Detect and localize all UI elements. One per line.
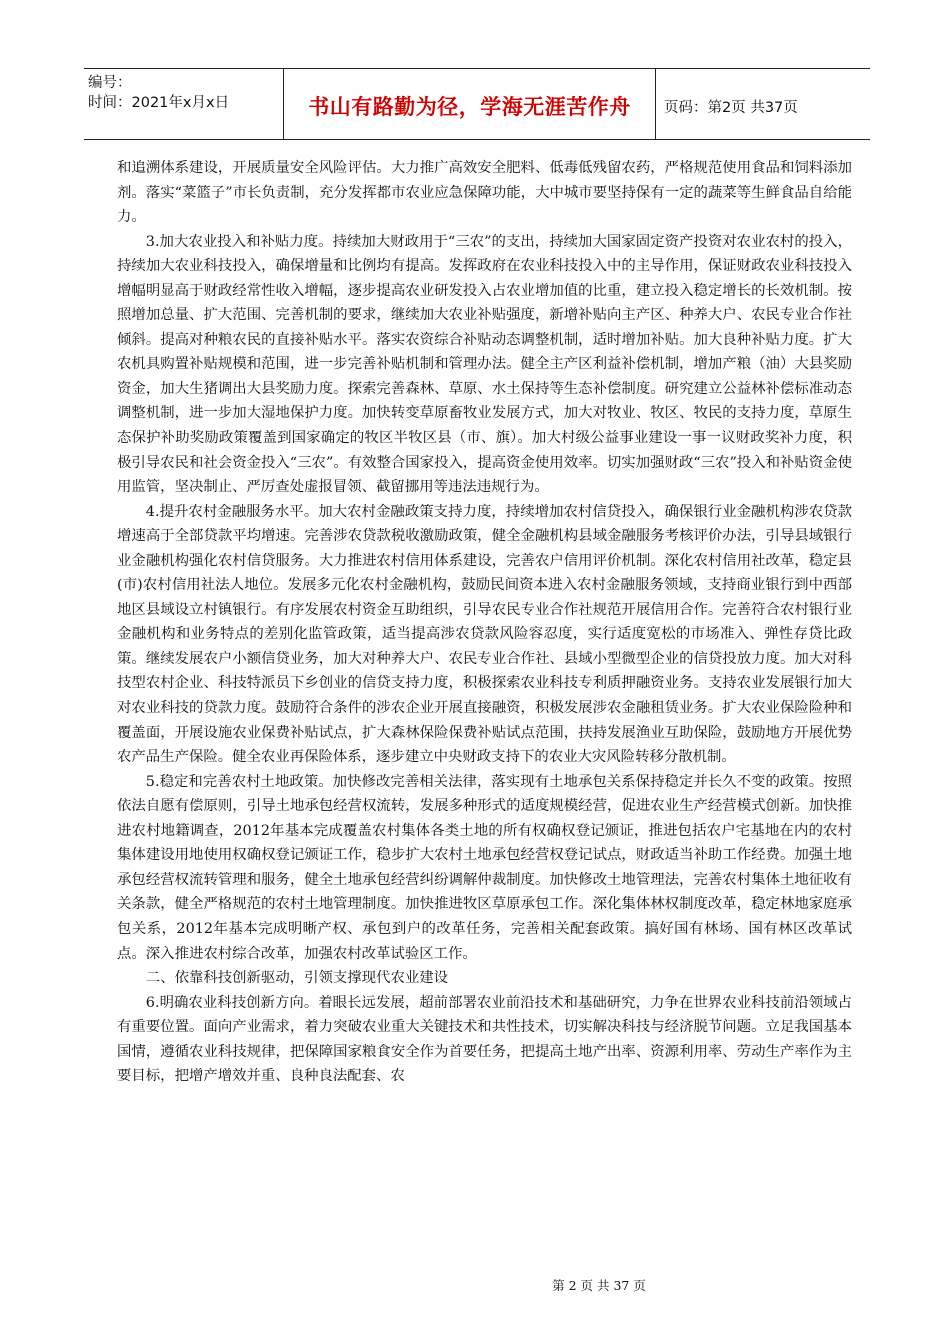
- page-header: [84, 68, 870, 140]
- page-footer: 第 2 页 共 37 页: [552, 1278, 646, 1293]
- header-page-info: 页码：第2页 共37页: [664, 99, 798, 116]
- paragraph: 6.明确农业科技创新方向。着眼长远发展，超前部署农业前沿技术和基础研究，力争在世界农业科技前沿领域占有重要位置。面向产业需求，着力突破农业重大关键技术和共性技术，切实解决科技与经济脱节问题。立足我国基本国情，遵循农业科技规律，把保障国家粮食安全作为首要任务，把提高土地产出率、资源利用率、劳动生产率作为主要目标，把增产增效并重、良种良法配套、农: [117, 994, 852, 1085]
- header-meta: [84, 69, 284, 139]
- document-body: [117, 156, 852, 1089]
- document-number: 编号：: [88, 75, 132, 91]
- paragraph: 和追溯体系建设，开展质量安全风险评估。大力推广高效安全肥料、低毒低残留农药，严格规范使用食品和饲料添加剂。落实“菜篮子”市长负责制，充分发挥都市农业应急保障功能，大中城市要坚持保有一定的蔬菜等生鲜食品自给能力。: [117, 160, 852, 226]
- document-time: 时间：2021年x月x日: [88, 95, 230, 111]
- header-motto-cell: [284, 69, 656, 139]
- paragraph: 5.稳定和完善农村土地政策。加快修改完善相关法律，落实现有土地承包关系保持稳定并长久不变的政策。按照依法自愿有偿原则，引导土地承包经营权流转，发展多种形式的适度规模经营，促进农业生产经营模式创新。加快推进农村地籍调查，2012年基本完成覆盖农村集体各类土地的所有权确权登记颁证，推进包括农户宅基地在内的农村集体建设用地使用权确权登记颁证工作，稳步扩大农村土地承包经营权登记试点，财政适当补助工作经费。加强土地承包经营权流转管理和服务，健全土地承包经营纠纷调解仲裁制度。加快修改土地管理法，完善农村集体土地征收有关条款，健全严格规范的农村土地管理制度。加快推进牧区草原承包工作。深化集体林权制度改革，稳定林地家庭承包关系，2012年基本完成明晰产权、承包到户的改革任务，完善相关配套政策。搞好国有林场、国有林区改革试点。深入推进农村综合改革，加强农村改革试验区工作。: [117, 773, 852, 962]
- section-heading: 二、依靠科技创新驱动，引领支撑现代农业建设: [145, 970, 449, 987]
- paragraph: 3.加大农业投入和补贴力度。持续加大财政用于“三农”的支出，持续加大国家固定资产投资对农业农村的投入，持续加大农业科技投入，确保增量和比例均有提高。发挥政府在农业科技投入中的主导作用，保证财政农业科技投入增幅明显高于财政经常性收入增幅，逐步提高农业研发投入占农业增加值的比重，建立投入稳定增长的长效机制。按照增加总量、扩大范围、完善机制的要求，继续加大农业补贴强度，新增补贴向主产区、种养大户、农民专业合作社倾斜。提高对种粮农民的直接补贴水平。落实农资综合补贴动态调整机制，适时增加补贴。加大良种补贴力度。扩大农机具购置补贴规模和范围，进一步完善补贴机制和管理办法。健全主产区利益补偿机制，增加产粮（油）大县奖励资金，加大生猪调出大县奖励力度。探索完善森林、草原、水土保持等生态补偿制度。研究建立公益林补偿标准动态调整机制，进一步加大湿地保护力度。加快转变草原畜牧业发展方式，加大对牧业、牧区、牧民的支持力度，草原生态保护补助奖励政策覆盖到国家确定的牧区半牧区县（市、旗）。加大村级公益事业建设一事一议财政奖补力度，积极引导农民和社会资金投入“三农”。有效整合国家投入，提高资金使用效率。切实加强财政“三农”投入和补贴资金使用监管，坚决制止、严厉查处虚报冒领、截留挪用等违法违规行为。: [117, 233, 852, 496]
- header-motto: 书山有路勤为径，学海无涯苦作舟: [308, 95, 631, 119]
- paragraph: 4.提升农村金融服务水平。加大农村金融政策支持力度，持续增加农村信贷投入，确保银行业金融机构涉农贷款增速高于全部贷款平均增速。完善涉农贷款税收激励政策，健全金融机构县域金融服务考核评价办法，引导县域银行业金融机构强化农村信贷服务。大力推进农村信用体系建设，完善农户信用评价机制。深化农村信用社改革，稳定县(市)农村信用社法人地位。发展多元化农村金融机构，鼓励民间资本进入农村金融服务领域，支持商业银行到中西部地区县域设立村镇银行。有序发展农村资金互助组织，引导农民专业合作社规范开展信用合作。完善符合农村银行业金融机构和业务特点的差别化监管政策，适当提高涉农贷款风险容忍度，实行适度宽松的市场准入、弹性存贷比政策。继续发展农户小额信贷业务，加大对种养大户、农民专业合作社、县域小型微型企业的信贷投放力度。加大对科技型农村企业、科技特派员下乡创业的信贷支持力度，积极探索农业科技专利质押融资业务。支持农业发展银行加大对农业科技的贷款力度。鼓励符合条件的涉农企业开展直接融资，积极发展涉农金融租赁业务。扩大农业保险险种和覆盖面，开展设施农业保费补贴试点，扩大森林保险保费补贴试点范围，扶持发展渔业互助保险，鼓励地方开展优势农产品生产保险。健全农业再保险体系，逐步建立中央财政支持下的农业大灾风险转移分散机制。: [117, 503, 852, 766]
